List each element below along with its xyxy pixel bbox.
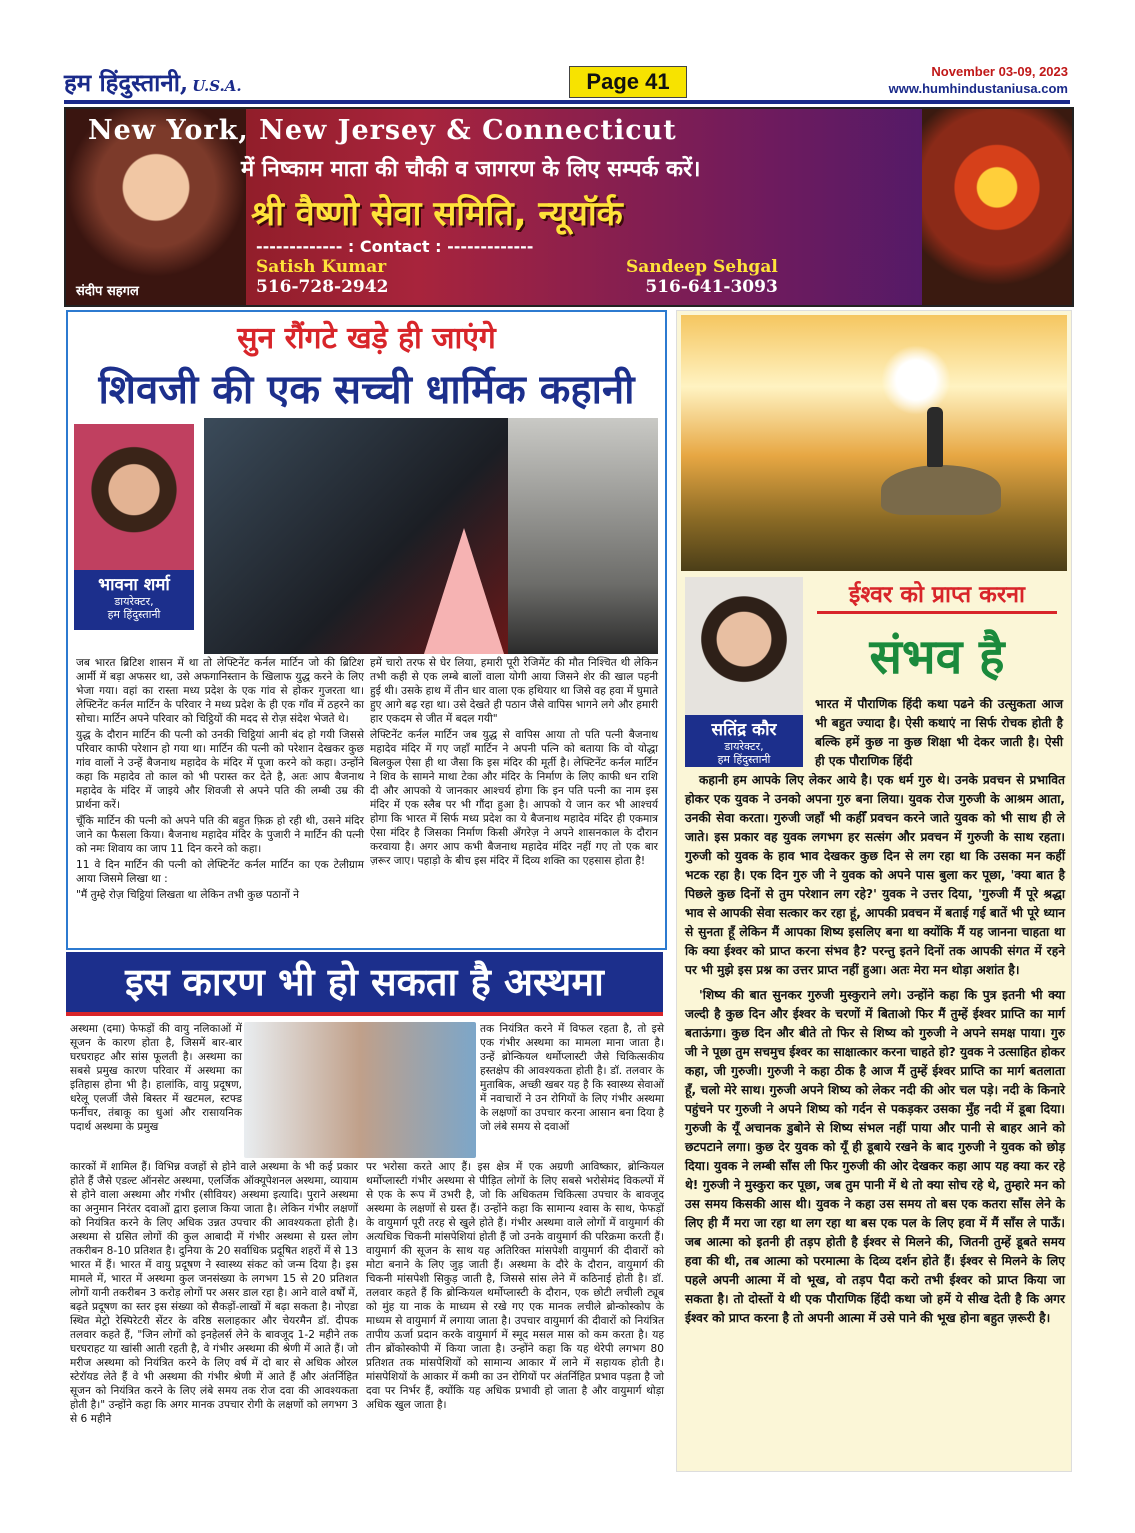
inhaler-image: [244, 1022, 476, 1158]
paragraph: लेफ्टिनेंट कर्नल मार्टिन जब युद्ध से वापिस आया तो पति पत्नी बैजनाथ महादेव मंदिर में गए जहाँ मार्टिन ने अपनी पत्नि को बताया कि वो योद्धा बिलकुल ऐसा ही था जैसा कि इस मंदिर की मूर्ती है। लेफ्टिनेंट कर्नल मार्टिन ने शिव के सामने माथा टेका और मंदिर के निर्माण के लिए काफी धन राशि दी और आपको ये जानकार आश्चर्य होगा कि इन पति पत्नी का नाम इस मंदिर में एक स्लैब पर भी गौंदा हुआ है। आपको ये जान कर भी आश्चर्य होगा कि भारत में सिर्फ मध्य प्रदेश का ये बैजनाथ महादेव मंदिर ही एकमात्र ऐसा मंदिर है जिसका निर्माण किसी अँगरेज़ ने अपने शासनकाल के दौरान करवाया है। अगर आप कभी बैजनाथ महादेव मंदिर नहीं गए तो एक बार ज़रूर जाए। पहाड़ो के बीच इस मंदिर में दिव्य शक्ति का एहसास होता है!: [370, 729, 658, 867]
sunrise-image: [681, 315, 1067, 571]
article-column-2: [370, 656, 658, 870]
paragraph: हमें चारो तरफ से घेर लिया, हमारी पूरी रेजिमेंट की मौत निश्चित थी लेकिन तभी कही से एक लम्बे बालों वाला योगी आया जिसने शेर की खाल पहनी हुई थी। उसके हाथ में तीन धार वाला एक हथियार था जिसे वह हवा में घुमाते हुए आगे बढ़ रहा था। उसे देखते ही पठान जैसे वापिस भागने लगे और हमारी हार एकदम से जीत में बदल गयी": [370, 657, 658, 725]
paragraph: 'शिष्य की बात सुनकर गुरुजी मुस्कुराने लगे। उन्होंने कहा कि पुत्र इतनी भी क्या जल्दी है कुछ दिन और ईश्वर के चरणों में बिताओ फिर मैं तुम्हें ईश्वर प्राप्ति का मार्ग बताऊंगा। कुछ दिन और बीते तो फिर से शिष्य को गुरुजी ने अपने समक्ष पाया। गुरु जी ने पूछा तुम सचमुच ईश्वर का साक्षात्कार करना चाहते हो? युवक ने उत्साहित होकर कहा, जी गुरुजी। गुरुजी ने कहा ठीक है आज मैं तुम्हें ईश्वर प्राप्ति का मार्ग बतलाता हूँ, चलो मेरे साथ। गुरुजी अपने शिष्य को लेकर नदी की ओर चल पड़े। नदी के किनारे पहुंचने पर गुरुजी ने अपने शिष्य को गर्दन से पकड़कर उसका मुँह नदी में डूबा दिया। गुरुजी के यूँ अचानक डुबोने से शिष्य संभल नहीं पाया और पानी से बाहर आने को छटपटाने लगा। कुछ देर युवक को यूँ ही डूबाये रखने के बाद गुरुजी ने युवक को छोड़ दिया। युवक ने लम्बी साँस ली फिर गुरुजी की ओर देखकर कहा आप यह क्या कर रहे थे! गुरुजी ने मुस्कुरा कर पूछा, जब तुम पानी में थे तो क्या सोच रहे थे, तुम्हारे मन को उस समय किसकी आस थी। युवक ने कहा उस समय तो बस एक कतरा साँस लेने के लिए ही मैं मरा जा रहा था लग रहा था बस एक पल के लिए हवा में मैं साँस ले पाऊँ। जब आत्मा को इतनी ही तड़प होती है ईश्वर से मिलने की, जितनी तुम्हें डूबते समय हवा की थी, तब आत्मा को परमात्मा के दिव्य दर्शन होते हैं। ईश्वर से मिलने के लिए पहले अपनी आत्मा में वो भूख, वो तड़प पैदा करो तभी ईश्वर को प्राप्त किया जा सकता है। तो दोस्तों ये थी एक पौराणिक हिंदी कथा जो हमें ये सीख देती है कि अगर ईश्वर को प्राप्त करना है तो अपनी आत्मा में उसे पाने की भूख होना बहुत ज़रूरी है।: [685, 988, 1065, 1325]
article-headline: संभव है: [869, 629, 1005, 685]
article-intro: भारत में पौराणिक हिंदी कथा पढने की उत्सुकता आज भी बहुत ज्यादा है। ऐसी कथाएं ना सिर्फ रोचक होती है बल्कि हमें कुछ ना कुछ शिक्षा भी देकर जाती है। ऐसी ही एक पौराणिक हिंदी: [815, 697, 1063, 768]
title-text: हम हिंदुस्तानी,: [64, 68, 189, 97]
ad-org-name: श्री वैष्णो सेवा समिति, न्यूयॉर्क: [251, 194, 623, 234]
article-kicker: सुन रौंगटे खड़े ही जाएंगे: [237, 321, 496, 356]
contact-2-phone[interactable]: 516-641-3093: [645, 277, 778, 297]
issue-date: November 03-09, 2023: [931, 64, 1068, 79]
contact-1-name: Satish Kumar: [256, 257, 387, 277]
article-shiv-story: [66, 310, 667, 950]
article-intro-left: अस्थमा (दमा) फेफड़ों की वायु नलिकाओं में सूजन के कारण होता है, जिसमें बार-बार घरघराहट और सांस फूलती है। अस्थमा का सबसे प्रमुख कारण परिवार में अस्थमा का इतिहास होना भी है। हालांकि, वायु प्रदूषण, धरेलू एलर्जी जैसे बिस्तर में खटमल, स्टफ्ड फर्नीचर, तंबाकू का धुआं और रासायनिक पदार्थ अस्थमा के प्रमुख: [70, 1023, 242, 1133]
paragraph: "मैं तुम्हे रोज़ चिट्ठियां लिखता था लेकिन तभी कुछ पठानों ने: [76, 889, 300, 901]
article-kicker: ईश्वर को प्राप्त करना: [849, 582, 1025, 608]
author-role-line1: डायरेक्टर,: [724, 740, 764, 753]
ad-photo-goddess: [922, 109, 1072, 305]
masthead-rule: [64, 100, 1070, 104]
ad-photo-caption: संदीप सहगल: [76, 284, 139, 299]
shiva-image: [204, 418, 510, 654]
page-number: Page 41: [569, 66, 687, 98]
article-column-1: कारकों में शामिल हैं। विभिन्न वजहों से होने वाले अस्थमा के भी कई प्रकार होते हैं जैसे एडल्ट ऑनसेट अस्थमा, एलर्जिक ऑक्यूपेशनल अस्थमा, व्यायाम से होने वाला अस्थमा और गंभीर (सीवियर) अस्थमा इत्यादि। पुराने अस्थमा का अनुमान निरंतर दवाओं द्वारा इलाज किया जाता है। लेकिन गंभीर लक्षणों को नियंत्रित करने के लिए अधिक उन्नत उपचार की आवश्यकता होती है। अस्थमा से ग्रसित लोगों की कुल आबादी में गंभीर अस्थमा से ग्रस्त लोग तकरीबन 8-10 प्रतिशत है। दुनिया के 20 सर्वाधिक प्रदूषित शहरों में से 13 भारत में हैं। भारत में वायु प्रदूषण ने स्वास्थ्य संकट को जन्म दिया है। इस मामले में, भारत में अस्थमा कुल जनसंख्या के लगभग 15 से 20 प्रतिशत लोगों यानी तकरीबन 3 करोड़ लोगों पर असर डाल रहा है। आने वाले वर्षों में, बढ़ते प्रदूषण का स्तर इस संख्या को सैकड़ों-लाखों में बढ़ा सकता है। नोएडा स्थित मेट्रो रेस्पिरेटरी सेंटर के वरिष्ठ सलाहकार और चेयरमैन डॉ. दीपक तलवार कहते हैं, "जिन लोगों को इनहेलर्स लेने के बावजूद 1-2 महीने तक घरघराहट या खांसी आती रहती है, वे गंभीर अस्थमा की श्रेणी में आते हैं। जो मरीज अस्थमा को नियंत्रित करने के लिए वर्ष में दो बार से अधिक ओरल स्टेरॉयड लेते हैं वे भी अस्थमा की गंभीर श्रेणी में आते हैं और अंतर्निहित सूजन को नियंत्रित करने के लिए लंबे समय तक रोज दवा की आवश्यकता होती है।" उन्होंने कहा कि अगर मानक उपचार रोगी के लक्षणों को लगभग 3 से 6 महीने: [70, 1161, 358, 1425]
contact-1-phone[interactable]: 516-728-2942: [256, 277, 389, 297]
article-body: [685, 771, 1065, 1334]
newspaper-title: [64, 66, 242, 99]
author-role-line2: हम हिंदुस्तानी: [107, 608, 161, 621]
author-role-line1: डायरेक्टर,: [114, 595, 154, 608]
author-name: सतिंद्र कौर: [711, 720, 777, 740]
author-name: भावना शर्मा: [98, 575, 170, 595]
article-column-2: पर भरोसा करते आए हैं। इस क्षेत्र में एक अग्रणी आविष्कार, ब्रोन्कियल थर्मोप्लास्टी गंभीर अस्थमा से पीड़ित लोगों के लिए सबसे भरोसेमंद विकल्पों में से एक के रूप में उभरी है, जो कि अधिकतम चिकित्सा उपचार के बावजूद अस्थमा के लक्षणों से ग्रस्त हैं। उन्होंने कहा कि सामान्य श्वास के साथ, फेफड़ों के वायुमार्ग पूरी तरह से खुले होते हैं। गंभीर अस्थमा वाले लोगों में वायुमार्ग की अत्यधिक चिकनी मांसपेशियां होती हैं जो उनके वायुमार्ग की परिक्रमा करती हैं। वायुमार्ग की सूजन के साथ यह अतिरिक्त मांसपेशी वायुमार्ग की दीवारों को मोटा बनाने के लिए जुड़ जाती हैं। अस्थमा के दौरे के दौरान, वायुमार्ग की चिकनी मांसपेशी सिकुड़ जाती है, जिससे सांस लेने में कठिनाई होती है। डॉ. तलवार कहते हैं कि ब्रोन्कियल थर्मोप्लास्टी के दौरान, एक छोटी लचीली ट्यूब को मुंह या नाक के माध्यम से रखे गए एक मानक लचीले ब्रोन्कोस्कोप के माध्यम से वायुमार्ग में लगाया जाता है। उपचार वायुमार्ग की दीवारों को नियंत्रित तापीय ऊर्जा प्रदान करके वायुमार्ग में स्मूद मसल मास को कम करता है। यह तीन ब्रोंकोस्कोपी में किया जाता है। उन्होंने कहा कि यह थेरेपी लगभग 80 प्रतिशत तक मांसपेशियों को सामान्य आकार में लाने में सहायक होती है। मांसपेशियों के आकार में कमी का उन रोगियों पर अंतर्निहित प्रभाव पड़ता है जो दवा पर निर्भर हैं, क्योंकि यह अधिक प्रभावी हो जाता है और वायुमार्ग थोड़ा अधिक खुल जाता है।: [366, 1161, 664, 1411]
article-asthma: [66, 952, 663, 1470]
article-intro-right: तक नियंत्रित करने में विफल रहता है, तो इसे एक गंभीर अस्थमा का मामला माना जाता है। उन्हें ब्रोन्कियल थर्मोप्लास्टी जैसे चिकित्सकीय हस्तक्षेप की आवश्यकता होती है। डॉ. तलवार के मुताबिक, अच्छी खबर यह है कि स्वास्थ्य सेवाओं में नवाचारों ने उन रोगियों के लिए गंभीर अस्थमा के लक्षणों का उपचार करना आसान बना दिया है जो लंबे समय से दवाओं: [480, 1023, 664, 1133]
soldier-image: [508, 418, 658, 654]
contact-2-name: Sandeep Sehgal: [626, 257, 778, 277]
paragraph: कहानी हम आपके लिए लेकर आये है। एक धर्म गुरु थे। उनके प्रवचन से प्रभावित होकर एक युवक ने उनको अपना गुरु बना लिया। युवक रोज गुरुजी के आश्रम आता, उनकी सेवा करता। गुरुजी जहाँ भी कहीँ प्रवचन करने जाते युवक को भी साथ ही ले जाते। इस प्रकार वह युवक लगभग हर सत्संग और प्रवचन में गुरुजी के साथ रहता। गुरुजी को युवक के हाव भाव देखकर कुछ दिन से लग रहा था कि उसका मन कहीं भटक रहा है। एक दिन गुरु जी ने युवक को अपने पास बुला कर पूछा, 'क्या बात है पिछले कुछ दिनों से तुम परेशान लग रहे?' युवक ने उत्तर दिया, 'गुरुजी मैं पूरे श्रद्धा भाव से आपकी सेवा सत्कार कर रहा हूं, आपकी प्रवचन में बताई गई बातें भी पूरे ध्यान से सुनता हूँ लेकिन मैं आपका शिष्य इसलिए बना था क्योंकि मैं यह जानना चाहता था कि क्या ईश्वर को प्राप्त करना संभव है? परन्तु इतने दिनों तक आपकी संगत में रहने पर भी मुझे इस प्रश्न का उत्तर प्राप्त नहीं हुआ। अतः मेरा मन थोड़ा अशांत है।: [685, 773, 1065, 977]
ad-tagline: में निष्काम माता की चौकी व जागरण के लिए सम्पर्क करें।: [241, 157, 701, 182]
ad-banner: [64, 107, 1074, 307]
ad-contact-label: ------------- : Contact : -------------: [256, 237, 534, 256]
paragraph: चूँकि मार्टिन की पत्नी को अपने पति की बहुत फ़िक्र हो रही थी, उसने मंदिर जाने का फैसला किया। बैजनाथ महादेव मंदिर के पुजारी ने मार्टिन की पत्नी को नमः शिवाय का जाप 11 दिन करने को कहा।: [76, 815, 364, 855]
author-role: [685, 740, 803, 766]
author-photo: [685, 577, 803, 715]
kicker-underline: [817, 611, 1057, 614]
author-byline: [685, 715, 803, 767]
website-url[interactable]: www.humhindustaniusa.com: [888, 81, 1068, 96]
ad-region: New York, New Jersey & Connecticut: [88, 115, 677, 146]
ad-contact-2: [626, 257, 778, 297]
author-role-line2: हम हिंदुस्तानी: [717, 753, 771, 766]
article-headline: शिवजी की एक सच्ची धार्मिक कहानी: [98, 367, 635, 413]
author-byline: [74, 570, 194, 630]
article-column-1: [76, 656, 364, 904]
author-photo: [74, 424, 194, 570]
article-headline: इस कारण भी हो सकता है अस्थमा: [66, 952, 663, 1016]
paragraph: 11 वे दिन मार्टिन की पत्नी को लेफ्टिनेंट कर्नल मार्टिन का एक टेलीग्राम आया जिसमे लिखा था :: [76, 859, 364, 885]
title-usa: U.S.A.: [192, 77, 242, 95]
article-god-realization: [676, 310, 1072, 1472]
ad-contact-1: [256, 257, 388, 297]
paragraph: युद्ध के दौरान मार्टिन की पत्नी को उनकी चिट्ठियां आनी बंद हो गयी जिससे परिवार काफी परेशान हो गया था। मार्टिन की पत्नी को परेशान देखकर कुछ गांव वालों ने उन्हें बैजनाथ महादेव के मंदिर में पूजा करने को कहा। उन्होंने कहा कि महादेव तो काल को भी परास्त कर देते है, अतः आप बैजनाथ महादेव के मंदिर में जाइये और शिवजी से अपने पति की लम्बी उम्र की प्रार्थना करें।: [76, 729, 364, 811]
masthead: [64, 66, 1070, 102]
paragraph: जब भारत ब्रिटिश शासन में था तो लेफ्टिनेंट कर्नल मार्टिन जो की ब्रिटिश आर्मी में बड़ा अफसर था, उसे अफगानिस्तान के खिलाफ युद्ध करने के लिए भेजा गया। वहां का रास्ता मध्य प्रदेश के एक गांव से होकर गुजरता था। लेफ्टिनेंट कर्नल मार्टिन के परिवार ने मध्य प्रदेश के ही एक गाँव में ठहरने का सोचा। मार्टिन अपने परिवार को चिट्ठियों की मदद से रोज़ संदेश भेजते थे।: [76, 657, 364, 725]
author-role: [74, 595, 194, 621]
